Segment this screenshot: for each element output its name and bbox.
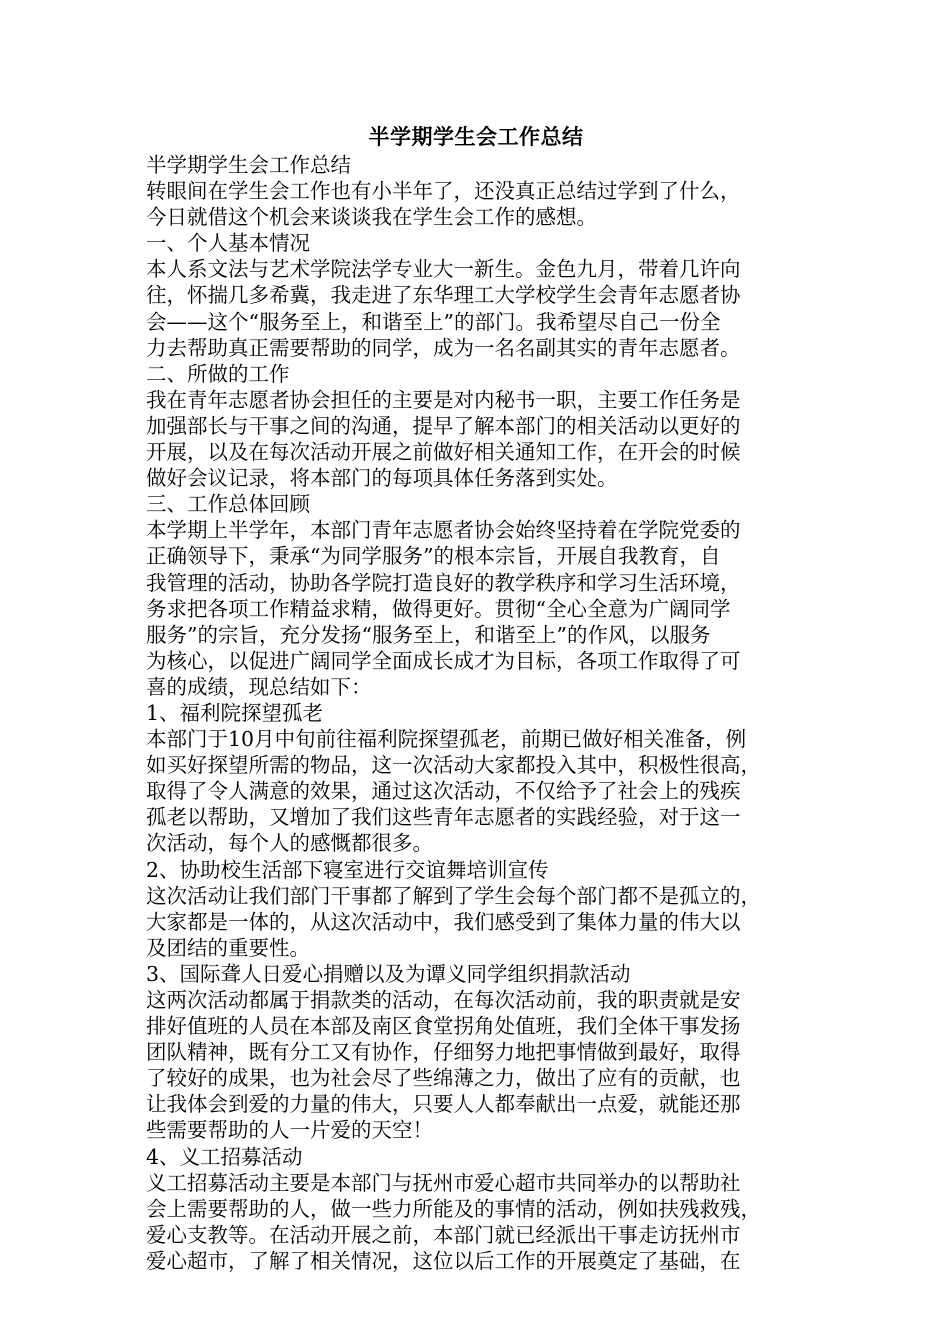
text-line: 力去帮助真正需要帮助的同学，成为一名名副其实的青年志愿者。 <box>146 335 741 360</box>
text-line: 次活动，每个人的感慨都很多。 <box>146 831 433 856</box>
text-line: 如买好探望所需的物品，这一次活动大家都投入其中，积极性很高， <box>146 753 761 778</box>
text-line: 4、义工招募活动 <box>146 1144 303 1169</box>
text-line: 本人系文法与艺术学院法学专业大一新生。金色九月，带着几许向 <box>146 257 741 282</box>
text-line: 为核心，以促进广阔同学全面成长成才为目标，各项工作取得了可 <box>146 648 741 673</box>
text-line: 这两次活动都属于捐款类的活动，在每次活动前，我的职责就是安 <box>146 988 741 1012</box>
text-line: 1、福利院探望孤老 <box>146 700 324 725</box>
text-line: 半学期学生会工作总结 <box>146 153 351 177</box>
text-line: 三、工作总体回顾 <box>146 492 310 517</box>
text-line: 会上需要帮助的人，做一些力所能及的事情的活动，例如扶残救残， <box>146 1196 761 1221</box>
text-line: 二、所做的工作 <box>146 361 290 386</box>
text-line: 2、协助校生活部下寝室进行交谊舞培训宣传 <box>146 857 549 882</box>
text-line: 做好会议记录，将本部门的每项具体任务落到实处。 <box>146 466 618 491</box>
text-line: 义工招募活动主要是本部门与抚州市爱心超市共同举办的以帮助社 <box>146 1170 741 1195</box>
text-line: 这次活动让我们部门干事都了解到了学生会每个部门都不是孤立的， <box>146 883 761 908</box>
text-line: 我管理的活动，协助各学院打造良好的教学秩序和学习生活环境， <box>146 570 741 595</box>
text-line: 往，怀揣几多希冀，我走进了东华理工大学校学生会青年志愿者协 <box>146 283 741 308</box>
text-line: 务求把各项工作精益求精，做得更好。贯彻“全心全意为广阔同学 <box>146 596 731 621</box>
text-line: 喜的成绩，现总结如下： <box>146 674 372 699</box>
text-line: 爱心超市，了解了相关情况，这位以后工作的开展奠定了基础，在 <box>146 1248 741 1273</box>
text-line: 了较好的成果，也为社会尽了些绵薄之力，做出了应有的贡献，也 <box>146 1066 741 1091</box>
text-line: 及团结的重要性。 <box>146 935 310 960</box>
text-line: 一、个人基本情况 <box>146 231 310 256</box>
text-line: 会——这个“服务至上，和谐至上”的部门。我希望尽自己一份全 <box>146 309 721 334</box>
text-line: 3、国际聋人日爱心捐赠以及为谭义同学组织捐款活动 <box>146 961 631 986</box>
text-line: 爱心支教等。在活动开展之前，本部门就已经派出干事走访抚州市 <box>146 1222 741 1247</box>
text-line: 今日就借这个机会来谈谈我在学生会工作的感想。 <box>146 205 597 230</box>
text-line: 我在青年志愿者协会担任的主要是对内秘书一职，主要工作任务是 <box>146 387 741 412</box>
text-line: 转眼间在学生会工作也有小半年了，还没真正总结过学到了什么， <box>146 179 741 204</box>
text-line: 加强部长与干事之间的沟通，提早了解本部门的相关活动以更好的 <box>146 413 741 438</box>
text-line: 正确领导下，秉承“为同学服务”的根本宗旨，开展自我教育，自 <box>146 544 721 569</box>
text-line: 开展，以及在每次活动开展之前做好相关通知工作，在开会的时候 <box>146 440 741 465</box>
document-title: 半学期学生会工作总结 <box>368 124 584 149</box>
text-line: 大家都是一体的，从这次活动中，我们感受到了集体力量的伟大以 <box>146 909 741 934</box>
text-line: 团队精神，既有分工又有协作，仔细努力地把事情做到最好，取得 <box>146 1040 741 1065</box>
document-text <box>146 152 806 1274</box>
text-line: 服务”的宗旨，充分发扬“服务至上，和谐至上”的作风，以服务 <box>146 622 711 647</box>
text-line: 些需要帮助的人一片爱的天空！ <box>146 1118 433 1143</box>
text-line: 本部门于10月中旬前往福利院探望孤老，前期已做好相关准备，例 <box>146 727 747 752</box>
text-line: 本学期上半学年，本部门青年志愿者协会始终坚持着在学院党委的 <box>146 518 741 543</box>
text-line: 取得了令人满意的效果，通过这次活动，不仅给予了社会上的残疾 <box>146 779 741 804</box>
text-line: 孤老以帮助，又增加了我们这些青年志愿者的实践经验，对于这一 <box>146 805 741 830</box>
document-body <box>146 122 806 1274</box>
text-line: 让我体会到爱的力量的伟大，只要人人都奉献出一点爱，就能还那 <box>146 1092 741 1117</box>
text-line: 排好值班的人员在本部及南区食堂拐角处值班，我们全体干事发扬 <box>146 1014 741 1039</box>
